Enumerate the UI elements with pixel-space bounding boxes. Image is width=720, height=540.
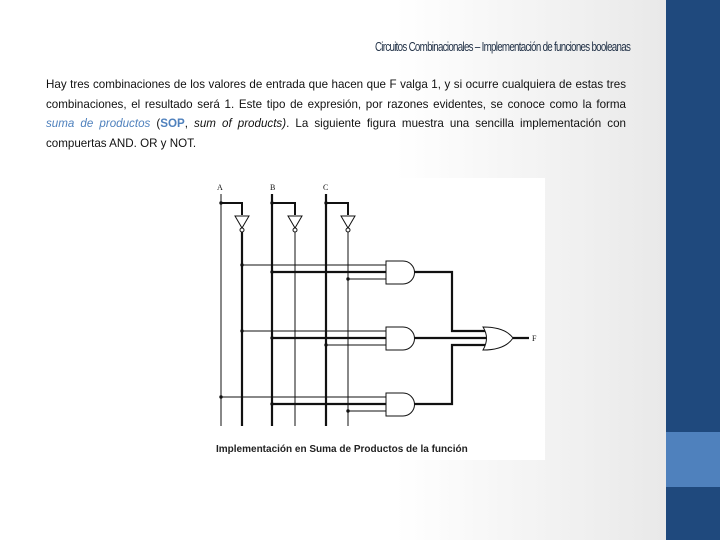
figure-caption: Implementación en Suma de Productos de la función	[216, 444, 468, 455]
sidebar-decoration	[666, 0, 720, 540]
english-term: sum of products)	[194, 117, 287, 131]
text: (	[150, 117, 161, 131]
term-highlight: suma de productos	[46, 117, 151, 131]
output-label-f: F	[532, 334, 537, 343]
not-gates	[235, 216, 355, 232]
sop-abbrev: SOP	[160, 117, 185, 131]
text: Hay tres combinaciones de los valores de entrada que hacen que F valga 1, y si ocurre cualquiera de estas tres combinaciones, el resultado será 1. Este tipo de expresión, por razones evidentes, se conoce como la forma	[46, 78, 626, 111]
text: ,	[184, 117, 195, 131]
input-label-a: A	[217, 183, 223, 192]
input-label-c: C	[323, 183, 329, 192]
and-gates	[386, 261, 415, 416]
text: . La siguiente figura muestra una sencilla implementación con compuertas AND. OR y NOT.	[46, 117, 626, 151]
sidebar-accent-block	[666, 432, 720, 487]
input-label-b: B	[270, 183, 276, 192]
and-gate-wires	[221, 265, 386, 411]
or-gate	[483, 327, 513, 350]
slide-title: Circuitos Combinacionales – Implementación de funciones booleanas	[374, 40, 630, 54]
junction-dots	[219, 201, 349, 412]
